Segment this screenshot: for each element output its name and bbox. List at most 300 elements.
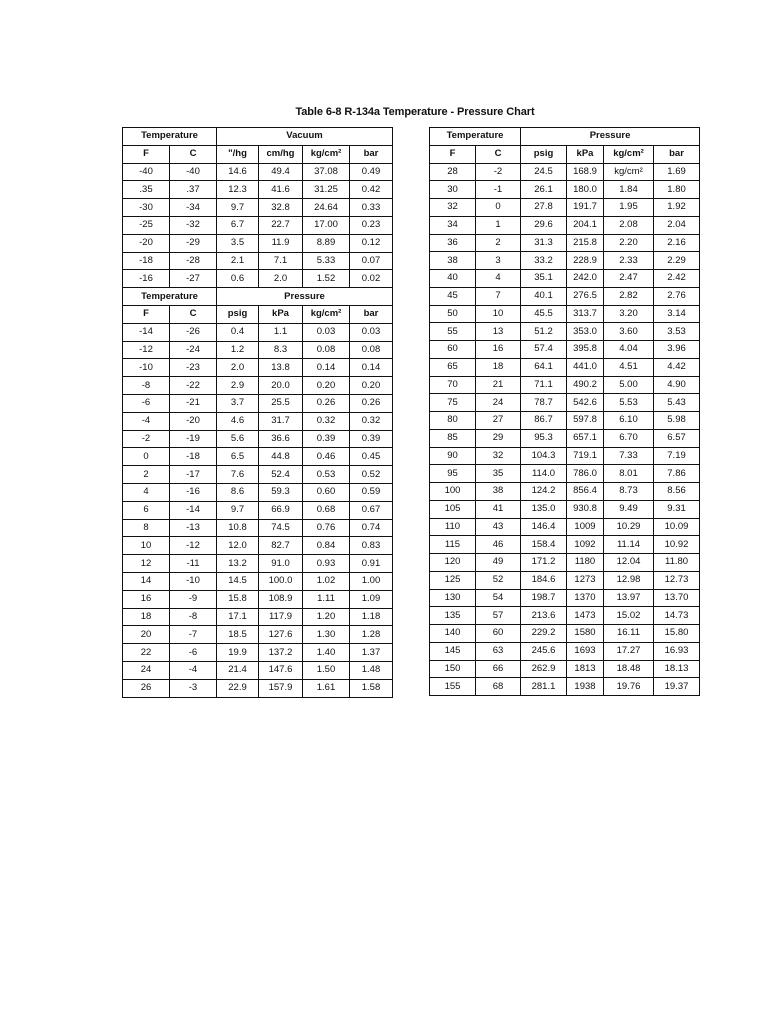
table-cell: 60 [476,625,521,643]
table-row [123,394,393,412]
table-cell: 1370 [567,589,604,607]
table-cell: 10.92 [654,536,700,554]
table-cell: 13 [476,323,521,341]
table-cell: 2.20 [604,234,654,252]
page-title: Table 6-8 R-134a Temperature - Pressure Chart [295,106,535,118]
table-row [430,358,700,376]
table-cell: 9.7 [217,501,259,519]
column-header: kg/cm² [303,145,350,163]
table-cell: 1009 [567,518,604,536]
table-cell: 180.0 [567,181,604,199]
table-cell: 8.56 [654,483,700,501]
table-cell: 0.08 [303,341,350,359]
table-cell: 35.1 [521,270,567,288]
table-cell: 25.5 [259,394,303,412]
table-cell: 1.61 [303,679,350,697]
table-row [430,554,700,572]
column-header: bar [350,145,393,163]
table-cell: -14 [170,501,217,519]
table-cell: 395.8 [567,341,604,359]
table-cell: 75 [430,394,476,412]
column-header: "/hg [217,145,259,163]
table-cell: 213.6 [521,607,567,625]
table-cell: 3.53 [654,323,700,341]
table-cell: 15.02 [604,607,654,625]
table-cell: 15.80 [654,625,700,643]
table-cell: 124.2 [521,483,567,501]
table-cell: -12 [170,537,217,555]
table-cell: -27 [170,270,217,288]
table-cell: 1.69 [654,163,700,181]
table-cell: 8.89 [303,234,350,252]
table-cell: 0 [476,199,521,217]
table-cell: 7.33 [604,447,654,465]
table-cell: -4 [170,661,217,679]
table-cell: 1.92 [654,199,700,217]
table-cell: 353.0 [567,323,604,341]
table-cell: 125 [430,571,476,589]
table-cell: -8 [123,377,170,395]
table-cell: 2.16 [654,234,700,252]
table-row [123,412,393,430]
table-row [123,234,393,252]
table-cell: 1938 [567,678,604,696]
table-cell: 0.03 [303,323,350,341]
table-cell: 242.0 [567,270,604,288]
table-cell: 313.7 [567,305,604,323]
table-cell: 7 [476,287,521,305]
table-cell: 0.39 [303,430,350,448]
temperature-group-header: Temperature [430,128,521,146]
table-cell: 157.9 [259,679,303,697]
table-cell: 1092 [567,536,604,554]
table-cell: 66 [476,660,521,678]
table-cell: 68 [476,678,521,696]
table-cell: 59.3 [259,483,303,501]
table-cell: -2 [123,430,170,448]
table-cell: 22 [123,644,170,662]
table-cell: 490.2 [567,376,604,394]
table-cell: 0.20 [303,377,350,395]
table-cell: 0.42 [350,181,393,199]
table-cell: 1.18 [350,608,393,626]
table-cell: 31.25 [303,181,350,199]
table-cell: 3.14 [654,305,700,323]
table-cell: 1273 [567,571,604,589]
table-cell: 15.8 [217,590,259,608]
table-cell: 1.2 [217,341,259,359]
table-cell: 0.49 [350,163,393,181]
table-cell: 10 [123,537,170,555]
table-cell: -7 [170,626,217,644]
table-cell: 35 [476,465,521,483]
table-cell: 0.39 [350,430,393,448]
table-cell: 0.33 [350,199,393,217]
table-cell: 40.1 [521,287,567,305]
table-row [430,199,700,217]
table-cell: 24.64 [303,199,350,217]
table-cell: 1.95 [604,199,654,217]
table-cell: -10 [170,572,217,590]
table-cell: 1580 [567,625,604,643]
table-row [430,323,700,341]
table-cell: 27 [476,412,521,430]
table-cell: 11.14 [604,536,654,554]
table-cell: 41 [476,500,521,518]
vacuum-group-header-row [123,128,393,146]
table-cell: 14 [123,572,170,590]
table-row [123,519,393,537]
table-cell: 1473 [567,607,604,625]
table-cell: 0.20 [350,377,393,395]
temperature-group-header: Temperature [123,288,217,306]
table-cell: 41.6 [259,181,303,199]
table-cell: -4 [123,412,170,430]
table-cell: 49.4 [259,163,303,181]
column-header: kg/cm² [604,145,654,163]
table-cell: 1.40 [303,644,350,662]
table-cell: 7.6 [217,466,259,484]
table-cell: 0.26 [350,394,393,412]
table-cell: 168.9 [567,163,604,181]
table-cell: 2 [476,234,521,252]
table-cell: 78.7 [521,394,567,412]
table-cell: 31.3 [521,234,567,252]
table-row [123,252,393,270]
table-cell: 12.0 [217,537,259,555]
table-row [430,571,700,589]
column-header: C [476,145,521,163]
table-row [123,537,393,555]
table-cell: 43 [476,518,521,536]
column-header: psig [521,145,567,163]
table-cell: 105 [430,500,476,518]
table-cell: 8.3 [259,341,303,359]
table-cell: -23 [170,359,217,377]
table-cell: 10.29 [604,518,654,536]
table-cell: 1.52 [303,270,350,288]
table-cell: -1 [476,181,521,199]
table-cell: 0.74 [350,519,393,537]
table-cell: 32 [430,199,476,217]
table-cell: 2.33 [604,252,654,270]
table-cell: 19.76 [604,678,654,696]
table-cell: -2 [476,163,521,181]
table-cell: 8.73 [604,483,654,501]
table-cell: 441.0 [567,358,604,376]
table-cell: 0.53 [303,466,350,484]
table-row [123,679,393,697]
pressure-column-header-row [430,145,700,163]
table-cell: 5.53 [604,394,654,412]
table-cell: 0.46 [303,448,350,466]
column-header: C [170,145,217,163]
table-cell: 52.4 [259,466,303,484]
table-cell: 3 [476,252,521,270]
table-row [430,341,700,359]
table-cell: 4.42 [654,358,700,376]
table-cell: .35 [123,181,170,199]
table-cell: 0.68 [303,501,350,519]
table-cell: 2.76 [654,287,700,305]
table-row [123,590,393,608]
table-row [430,163,700,181]
table-cell: 2.42 [654,270,700,288]
pressure-column-header-row [123,305,393,323]
table-cell: 0.45 [350,448,393,466]
table-cell: 18.5 [217,626,259,644]
table-cell: 2.9 [217,377,259,395]
table-cell: 5.00 [604,376,654,394]
table-cell: 127.6 [259,626,303,644]
table-cell: -30 [123,199,170,217]
table-cell: -16 [170,483,217,501]
table-cell: 18 [476,358,521,376]
table-cell: 7.19 [654,447,700,465]
table-cell: 46 [476,536,521,554]
column-header: bar [350,305,393,323]
table-cell: 34 [430,216,476,234]
table-cell: 71.1 [521,376,567,394]
table-cell: 110 [430,518,476,536]
table-cell: .37 [170,181,217,199]
pressure-group-header: Pressure [217,288,393,306]
table-cell: kg/cm² [604,163,654,181]
table-cell: 13.70 [654,589,700,607]
table-cell: 2.82 [604,287,654,305]
table-row [123,626,393,644]
table-cell: 135.0 [521,500,567,518]
table-cell: 184.6 [521,571,567,589]
table-cell: 57.4 [521,341,567,359]
table-cell: -40 [170,163,217,181]
table-cell: 1.80 [654,181,700,199]
table-cell: 147.6 [259,661,303,679]
table-cell: 6.57 [654,429,700,447]
table-cell: -25 [123,216,170,234]
table-cell: 40 [430,270,476,288]
table-cell: 22.7 [259,216,303,234]
table-cell: -14 [123,323,170,341]
table-row [430,216,700,234]
table-cell: 4.90 [654,376,700,394]
table-cell: -6 [123,394,170,412]
temperature-group-header: Temperature [123,128,217,146]
table-row [123,555,393,573]
table-cell: 16.93 [654,642,700,660]
table-cell: 91.0 [259,555,303,573]
table-row [430,270,700,288]
table-cell: 245.6 [521,642,567,660]
table-cell: 0.02 [350,270,393,288]
table-cell: 7.1 [259,252,303,270]
table-row [430,500,700,518]
table-row [430,678,700,696]
table-row [123,448,393,466]
column-header: F [123,145,170,163]
table-cell: 5.43 [654,394,700,412]
table-cell: 5.6 [217,430,259,448]
table-cell: 191.7 [567,199,604,217]
table-cell: 2.47 [604,270,654,288]
table-cell: 18.13 [654,660,700,678]
column-header: F [123,305,170,323]
left-table [122,127,393,698]
table-cell: 52 [476,571,521,589]
column-header: F [430,145,476,163]
table-cell: 0.84 [303,537,350,555]
table-cell: 1180 [567,554,604,572]
table-cell: 64.1 [521,358,567,376]
table-cell: 57 [476,607,521,625]
table-cell: 2.08 [604,216,654,234]
table-cell: 0.03 [350,323,393,341]
table-cell: 1.58 [350,679,393,697]
table-cell: 80 [430,412,476,430]
table-cell: 17.00 [303,216,350,234]
table-row [123,572,393,590]
table-cell: 29.6 [521,216,567,234]
table-cell: 2.0 [259,270,303,288]
table-cell: 140 [430,625,476,643]
table-cell: 150 [430,660,476,678]
table-cell: 32.8 [259,199,303,217]
table-cell: -12 [123,341,170,359]
table-cell: 3.60 [604,323,654,341]
table-cell: 6.7 [217,216,259,234]
table-row [430,625,700,643]
table-row [430,483,700,501]
table-cell: 37.08 [303,163,350,181]
table-row [430,660,700,678]
table-cell: 0.32 [303,412,350,430]
table-cell: 856.4 [567,483,604,501]
table-cell: 4.04 [604,341,654,359]
vacuum-column-header-row [123,145,393,163]
table-cell: -32 [170,216,217,234]
table-row [123,501,393,519]
table-row [123,359,393,377]
table-cell: 0.67 [350,501,393,519]
table-row [123,661,393,679]
table-cell: 36.6 [259,430,303,448]
table-cell: 146.4 [521,518,567,536]
table-cell: 1.11 [303,590,350,608]
table-cell: 38 [476,483,521,501]
table-cell: 45.5 [521,305,567,323]
table-cell: 21.4 [217,661,259,679]
table-cell: 100.0 [259,572,303,590]
table-cell: 0.59 [350,483,393,501]
table-cell: 22.9 [217,679,259,697]
table-cell: 12.04 [604,554,654,572]
table-cell: 24 [123,661,170,679]
table-cell: 33.2 [521,252,567,270]
table-cell: 26.1 [521,181,567,199]
table-cell: 0.07 [350,252,393,270]
table-cell: 12.3 [217,181,259,199]
table-cell: 0.83 [350,537,393,555]
table-cell: 104.3 [521,447,567,465]
table-row [430,412,700,430]
table-cell: 114.0 [521,465,567,483]
table-row [123,466,393,484]
table-cell: 0.23 [350,216,393,234]
table-cell: -10 [123,359,170,377]
table-cell: 14.6 [217,163,259,181]
table-cell: 2.1 [217,252,259,270]
table-cell: 38 [430,252,476,270]
table-cell: 130 [430,589,476,607]
table-cell: -40 [123,163,170,181]
table-cell: 10.8 [217,519,259,537]
table-cell: 7.86 [654,465,700,483]
table-cell: 9.49 [604,500,654,518]
table-cell: 85 [430,429,476,447]
table-cell: 5.98 [654,412,700,430]
table-cell: 281.1 [521,678,567,696]
table-cell: -3 [170,679,217,697]
table-cell: 1813 [567,660,604,678]
table-cell: 2.29 [654,252,700,270]
table-cell: 16 [123,590,170,608]
table-cell: 262.9 [521,660,567,678]
table-cell: -18 [123,252,170,270]
table-cell: 51.2 [521,323,567,341]
table-cell: 4.6 [217,412,259,430]
table-cell: 145 [430,642,476,660]
table-cell: -34 [170,199,217,217]
table-cell: 1.02 [303,572,350,590]
table-cell: 930.8 [567,500,604,518]
table-cell: 12.98 [604,571,654,589]
column-header: kPa [567,145,604,163]
table-cell: 20.0 [259,377,303,395]
table-row [430,287,700,305]
table-cell: 100 [430,483,476,501]
table-cell: 11.80 [654,554,700,572]
table-cell: 66.9 [259,501,303,519]
table-cell: 108.9 [259,590,303,608]
table-cell: 2.0 [217,359,259,377]
table-cell: 1.50 [303,661,350,679]
table-cell: 158.4 [521,536,567,554]
table-cell: 1.20 [303,608,350,626]
table-cell: 86.7 [521,412,567,430]
table-cell: 0.26 [303,394,350,412]
table-cell: 115 [430,536,476,554]
table-cell: 6.10 [604,412,654,430]
table-cell: 4 [476,270,521,288]
table-row [430,252,700,270]
table-cell: -20 [170,412,217,430]
table-cell: 0.32 [350,412,393,430]
table-cell: 30 [430,181,476,199]
table-cell: 13.97 [604,589,654,607]
table-cell: 95 [430,465,476,483]
table-cell: 65 [430,358,476,376]
table-cell: 74.5 [259,519,303,537]
table-row [430,589,700,607]
table-cell: 4 [123,483,170,501]
table-cell: 13.8 [259,359,303,377]
table-cell: 0.08 [350,341,393,359]
pressure-group-header-row [123,288,393,306]
table-cell: 1.00 [350,572,393,590]
table-cell: 0 [123,448,170,466]
table-cell: 155 [430,678,476,696]
table-cell: 4.51 [604,358,654,376]
